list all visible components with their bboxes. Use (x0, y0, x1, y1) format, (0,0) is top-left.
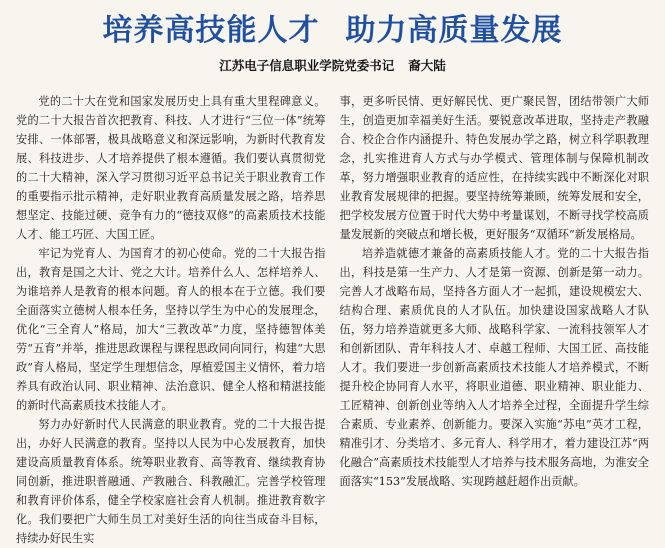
paragraph: 牢记为党育人、为国育才的初心使命。党的二十大报告指出，教育是国之大计、党之大计。培养什么人、怎样培养人、为谁培养人是教育的根本问题。育人的根本在于立德。我们要全面落实立德树人根本任务，坚持以学生为中心的发展理念，优化“三全育人”格局，加大“三教改革”力度，坚持德智体美劳“五育”并举，推进思政课程与课程思政同向同行，构建“大思政”育人格局，坚定学生理想信念，厚植爱国主义情怀，着力培养具有政治认同、职业精神、法治意识、健全人格和精湛技能的新时代高素质技术技能人才。 (16, 247, 326, 412)
author-byline (16, 56, 649, 74)
title-part-2: 助力高质量发展 (345, 13, 563, 48)
author-org: 江苏电子信息职业学院党委书记 (219, 58, 395, 73)
left-column (16, 92, 326, 548)
article-title (16, 12, 649, 50)
author-name: 裔大陆 (408, 58, 446, 73)
right-column (340, 92, 650, 548)
article-body (16, 92, 649, 548)
paragraph: 培养造就德才兼备的高素质技能人才。党的二十大报告指出，科技是第一生产力、人才是第一资源、创新是第一动力。完善人才战略布局，坚持各方面人才一起抓，建设规模宏大、结构合理、素质优良的人才队伍。加快建设国家战略人才队伍，努力培养造就更多大师、战略科学家、一流科技领军人才和创新团队、青年科技人才、卓越工程师、大国工匠、高技能人才。我们要进一步创新高素质技术技能人才培养模式，不断提升校企协同育人水平，将职业道德、职业精神、职业能力、工匠精神、创新创业等纳入人才培养全过程，全面提升学生综合素质、专业素养、创新能力。要深入实施“苏电”英才工程，精准引才、分类培才、多元育人、科学用才，着力建设江苏“两化融合”高素质技术技能型人才培养与技术服务高地，为淮安全面落实“153”发展战略、实现跨越赶超作出贡献。 (339, 247, 649, 488)
title-part-1: 培养高技能人才 (102, 13, 320, 48)
paragraph: 党的二十大在党和国家发展历史上具有重大里程碑意义。党的二十大报告首次把教育、科技、人才进行“三位一体”统筹安排、一体部署，极具战略意义和深远影响，为新时代教育发展、科技进步、人才培养提供了根本遵循。我们要认真贯彻党的二十大精神，深入学习贯彻习近平总书记关于职业教育工作的重要指示批示精神，走好职业教育高质量发展之路，培养思想坚定、技能过硬、竞争有力的“德技双修”的高素质技术技能人才、能工巧匠、大国工匠。 (16, 95, 326, 241)
paragraph: 努力办好新时代人民满意的职业教育。党的二十大报告提出，办好人民满意的教育。坚持以人民为中心发展教育，加快建设高质量教育体系。统筹职业教育、高等教育、继续教育协同创新，推进职普融通、产教融合、科教融汇。完善学校管理和教育评价体系，健全学校家庭社会育人机制。推进教育数字化。我们要把广大师生员工对美好生活的向往当成奋斗目标，持续办好民生实 (16, 418, 326, 545)
paragraph-continued: 事，更多听民情、更好解民忧、更广聚民智，团结带领广大师生，创造更加幸福美好生活。要锐意改革进取，坚持走产教融合、校企合作内涵提升、特色发展办学之路，树立科学职教理念，扎实推进育人方式与办学模式、管理体制与保障机制改革，努力增强职业教育的适应性，在持续实践中不断深化对职业教育发展规律的把握。要坚持统筹兼顾，统筹发展和安全，把学校发展方位置于时代大势中考量谋划，不断寻找学校高质量发展新的突破点和增长极，更好服务“双循环”新发展格局。 (339, 95, 649, 241)
